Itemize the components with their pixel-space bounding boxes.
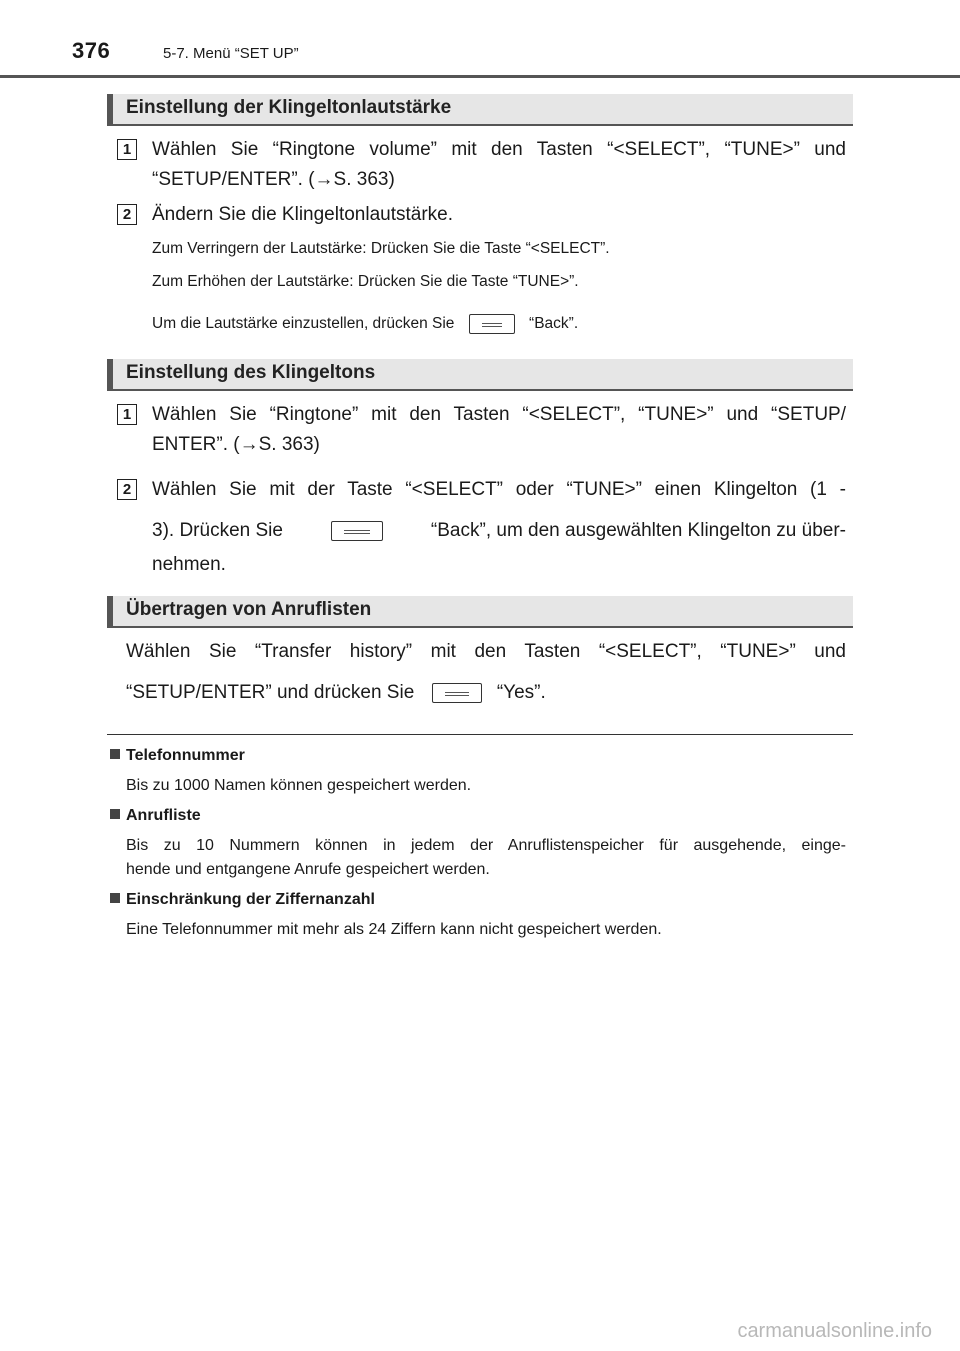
note-body: Eine Telefonnummer mit mehr als 24 Ziffern kann nicht gespeichert werden. [126, 921, 662, 938]
sub-instruction-text: Um die Lautstärke einzustellen, drücken Sie [152, 315, 455, 333]
step-text: ENTER”. (→S. 363) [152, 434, 320, 455]
note-heading-text: Anrufliste [126, 807, 201, 824]
section-heading-ringtone-volume [107, 94, 853, 126]
section-title: Übertragen von Anruflisten [126, 599, 372, 620]
note-heading [110, 891, 375, 909]
square-bullet-icon [110, 749, 120, 759]
chapter-title: 5-7. Menü “SET UP” [163, 45, 299, 62]
step-number-badge: 2 [117, 479, 137, 500]
back-button-icon [469, 314, 515, 334]
notes-divider [107, 734, 853, 735]
section-heading-ringtone [107, 359, 853, 391]
step-text: Wählen Sie mit der Taste “<SELECT” oder “TUNE>” einen Klingelton (1 - [152, 479, 846, 500]
instruction-text-part: “Yes”. [496, 682, 546, 703]
step-number-badge: 2 [117, 204, 137, 225]
step-text: Wählen Sie “Ringtone” mit den Tasten “<SELECT”, “TUNE>” und “SETUP/ [152, 404, 846, 425]
section-title: Einstellung des Klingeltons [126, 362, 376, 383]
yes-button-icon [432, 683, 482, 703]
step-text: “SETUP/ENTER”. (→S. 363) [152, 169, 395, 190]
watermark: carmanualsonline.info [737, 1320, 932, 1342]
back-button-icon [331, 521, 383, 541]
note-heading [110, 747, 245, 765]
note-body: Bis zu 10 Nummern können in jedem der Anruflistenspeicher für ausgehende, einge- [126, 837, 846, 854]
sub-instruction-text: “Back”. [529, 315, 579, 333]
square-bullet-icon [110, 893, 120, 903]
square-bullet-icon [110, 809, 120, 819]
note-heading-text: Telefonnummer [126, 747, 245, 764]
note-body: hende und entgangene Anrufe gespeichert werden. [126, 861, 490, 878]
page-number: 376 [72, 38, 111, 63]
instruction-text [126, 676, 546, 709]
sub-instruction [152, 314, 578, 334]
step-text [152, 514, 846, 547]
section-title: Einstellung der Klingeltonlautstärke [126, 97, 452, 118]
step-number-badge: 1 [117, 404, 137, 425]
sub-instruction: Zum Erhöhen der Lautstärke: Drücken Sie die Taste “TUNE>”. [152, 273, 579, 290]
section-heading-call-history [107, 596, 853, 628]
step-number-badge: 1 [117, 139, 137, 160]
header-rule [0, 75, 960, 78]
sub-instruction: Zum Verringern der Lautstärke: Drücken Sie die Taste “<SELECT”. [152, 240, 610, 257]
instruction-text-part: “SETUP/ENTER” und drücken Sie [126, 682, 415, 703]
note-heading-text: Einschränkung der Ziffernanzahl [126, 891, 375, 908]
step-text: Ändern Sie die Klingeltonlautstärke. [152, 204, 454, 225]
step-text-part: 3). Drücken Sie [152, 520, 283, 541]
step-text-part: “Back”, um den ausgewählten Klingelton zu über- [430, 520, 846, 541]
instruction-text: Wählen Sie “Transfer history” mit den Tasten “<SELECT”, “TUNE>” und [126, 641, 846, 662]
note-body: Bis zu 1000 Namen können gespeichert werden. [126, 777, 472, 794]
step-text: nehmen. [152, 554, 226, 575]
step-text: Wählen Sie “Ringtone volume” mit den Tasten “<SELECT”, “TUNE>” und [152, 139, 846, 160]
note-heading [110, 807, 201, 825]
